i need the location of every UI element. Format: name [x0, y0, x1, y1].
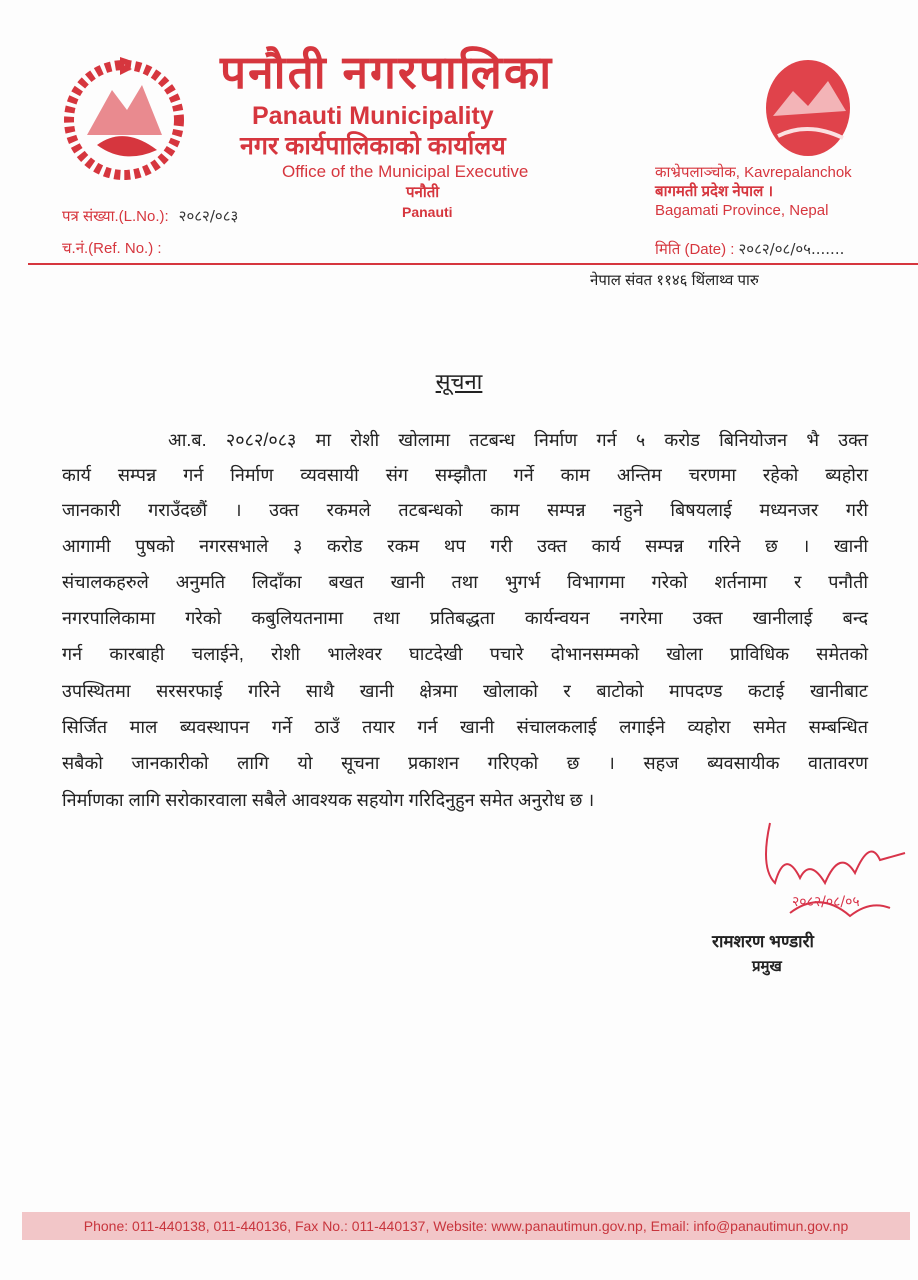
municipality-logo	[758, 56, 858, 160]
letter-number-value: २०८२/०८३	[178, 207, 239, 225]
body-line: संचालकहरुले अनुमति लिदाँका बखत खानी तथा भुगर्भ विभागमा गरेको शर्तनामा र पनौती	[62, 572, 868, 592]
title-english: Panauti Municipality	[252, 102, 494, 130]
date-value: २०८२/०८/०५.......	[738, 240, 845, 258]
signatory-name: रामशरण भण्डारी	[712, 932, 814, 951]
date-label: मिति (Date) :	[655, 241, 735, 258]
nepal-emblem-logo	[62, 55, 187, 180]
office-nepali: नगर कार्यपालिकाको कार्यालय	[240, 132, 506, 160]
body-line: नगरपालिकामा गरेको कबुलियतनामा तथा प्रतिबद्धता कार्यन्वयन नगरेमा उक्त खानीलाई बन्द	[62, 608, 868, 628]
body-line: जानकारी गराउँदछौं । उक्त रकमले तटबन्धको काम सम्पन्न नहुने बिषयलाई मध्यनजर गरी	[62, 500, 868, 520]
handwritten-signature	[730, 818, 918, 928]
notice-heading: सूचना	[435, 369, 483, 394]
office-english: Office of the Municipal Executive	[282, 162, 529, 181]
address-province-en: Bagamati Province, Nepal	[655, 202, 829, 219]
body-line: सबैको जानकारीको लागि यो सूचना प्रकाशन गरिएको छ । सहज ब्यवसायीक वातावरण	[62, 753, 868, 773]
footer-contact: Phone: 011-440138, 011-440136, Fax No.: 011-440137, Website: www.panautimun.gov.np, Email: info@panautimun.gov.np	[22, 1212, 910, 1240]
signature-date: २०८२/०८/०५	[792, 894, 860, 910]
header-divider	[28, 263, 918, 265]
body-line: सिर्जित माल ब्यवस्थापन गर्ने ठाउँ तयार गर्न खानी संचालकलाई लगाईने व्यहोरा समेत सम्बन्धित	[62, 717, 868, 737]
body-line: उपस्थितमा सरसरफाई गरिने साथै खानी क्षेत्रमा खोलाको र बाटोको मापदण्ड कटाई खानीबाट	[62, 681, 868, 701]
letter-number-row	[62, 207, 238, 226]
date-row	[655, 240, 844, 259]
city-english: Panauti	[402, 204, 453, 220]
signatory-title: प्रमुख	[752, 958, 782, 975]
body-line: आगामी पुषको नगरसभाले ३ करोड रकम थप गरी उक्त कार्य सम्पन्न गरिने छ । खानी	[62, 536, 868, 556]
body-line: गर्न कारबाही चलाईने, रोशी भालेश्वर घाटदेखी पचारे दोभानसम्मको खोला प्राविधिक समेतको	[62, 644, 868, 664]
body-line: कार्य सम्पन्न गर्न निर्माण व्यवसायी संग सम्झौता गर्ने काम अन्तिम चरणमा रहेको ब्यहोरा	[62, 465, 868, 485]
city-nepali: पनौती	[406, 184, 440, 201]
nepal-samvat-date: नेपाल संवत ११४६ थिंलाथ्व पारु	[590, 272, 759, 289]
letter-number-label: पत्र संख्या.(L.No.):	[62, 208, 169, 225]
address-province-np: बागमती प्रदेश नेपाल ।	[655, 183, 774, 200]
body-line: आ.ब. २०८२/०८३ मा रोशी खोलामा तटबन्ध निर्माण गर्न ५ करोड बिनियोजन भै उक्त	[168, 430, 868, 450]
body-line: निर्माणका लागि सरोकारवाला सबैले आवश्यक सहयोग गरिदिनुहुन समेत अनुरोध छ ।	[62, 790, 595, 810]
title-nepali: पनौती नगरपालिका	[220, 46, 554, 98]
address-district: काभ्रेपलाञ्चोक, Kavrepalanchok	[655, 164, 852, 181]
ref-number-label: च.नं.(Ref. No.) :	[62, 240, 162, 257]
